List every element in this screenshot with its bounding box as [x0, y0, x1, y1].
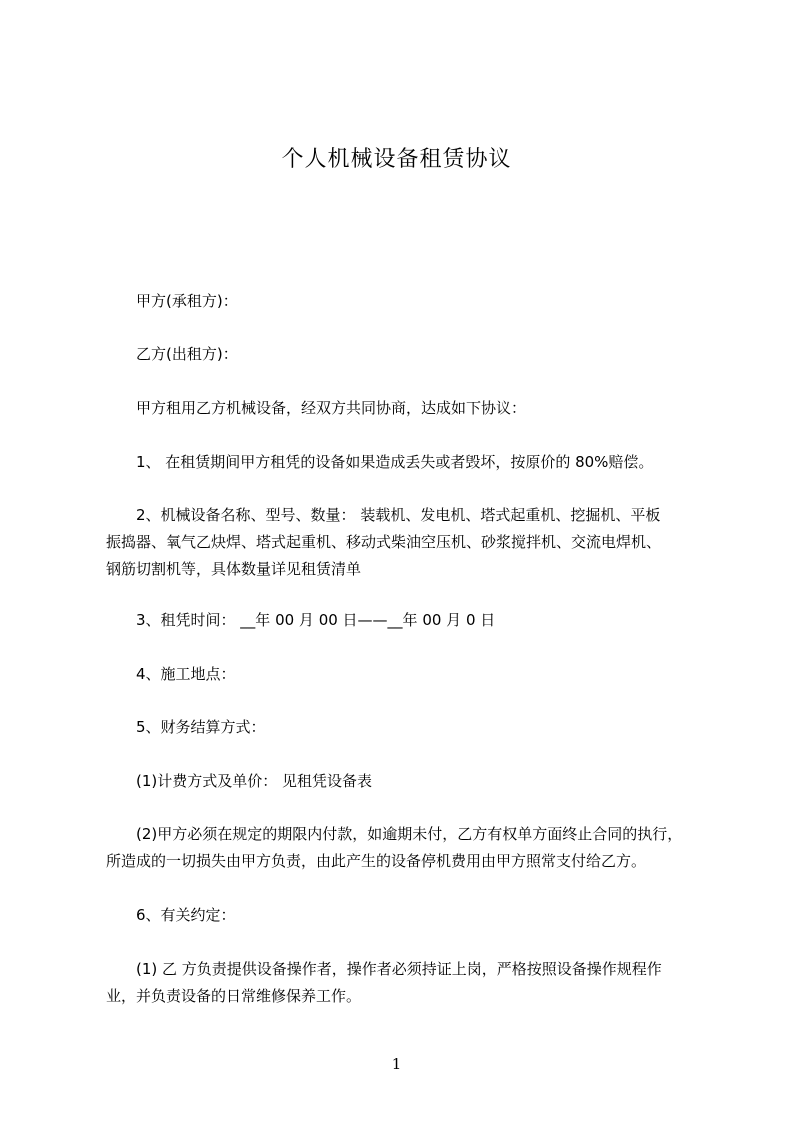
clause-2-line-1: 2、机械设备名称、型号、数量： 装载机、发电机、塔式起重机、挖掘机、平板 [136, 506, 661, 524]
clause-1: 1、 在租赁期间甲方租凭的设备如果造成丢失或者毁坏，按原价的 80%赔偿。 [136, 453, 654, 471]
clause-2-line-2: 振捣器、氧气乙炔焊、塔式起重机、移动式柴油空压机、砂浆搅拌机、交流电焊机、 [106, 533, 662, 551]
clause-6: 6、有关约定： [136, 906, 236, 924]
clause-5-item-1: (1)计费方式及单价： 见租凭设备表 [136, 772, 373, 790]
clause-3: 3、租凭时间： __年 00 月 00 日——__年 00 月 0 日 [136, 611, 496, 629]
intro-paragraph: 甲方租用乙方机械设备，经双方共同协商，达成如下协议： [136, 399, 527, 417]
clause-6-item-1-line-1: (1) 乙 方负责提供设备操作者，操作者必须持证上岗，严格按照设备操作规程作 [136, 960, 662, 978]
clause-5-item-2-line-2: 所造成的一切损失由甲方负责，由此产生的设备停机费用由甲方照常支付给乙方。 [106, 852, 647, 870]
clause-4: 4、施工地点： [136, 665, 236, 683]
clause-6-item-1-line-2: 业，并负责设备的日常维修保养工作。 [106, 987, 362, 1005]
page-number: 1 [391, 1055, 402, 1073]
document-title: 个人机械设备租赁协议 [281, 147, 512, 172]
clause-5-item-2-line-1: (2)甲方必须在规定的期限内付款，如逾期未付，乙方有权单方面终止合同的执行， [136, 825, 683, 843]
clause-5: 5、财务结算方式： [136, 718, 266, 736]
party-b-line: 乙方(出租方)： [136, 345, 238, 363]
clause-2-line-3: 钢筋切割机等，具体数量详见租赁清单 [106, 560, 362, 578]
party-a-line: 甲方(承租方)： [136, 292, 238, 310]
